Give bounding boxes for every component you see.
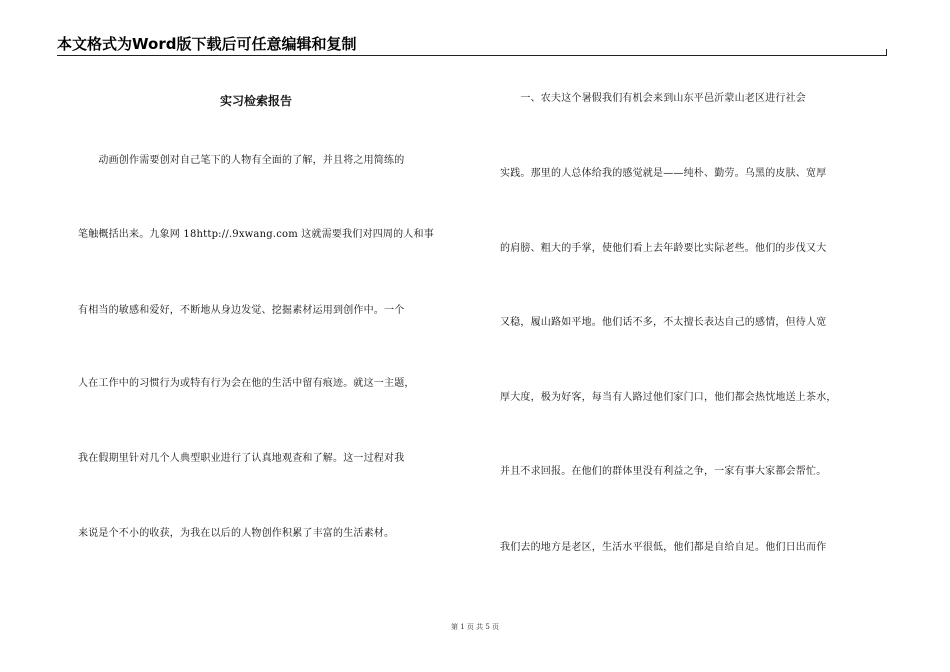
text-line: 我们去的地方是老区，生活水平很低，他们都是自给自足。他们日出而作: [500, 542, 827, 553]
text-line: 并且不求回报。在他们的群体里没有利益之争，一家有事大家都会帮忙。: [500, 466, 827, 477]
text-line: 有相当的敏感和爱好，不断地从身边发觉、挖掘素材运用到创作中。一个: [78, 305, 405, 316]
text-line: 的肩膀、粗大的手掌，使他们看上去年龄要比实际老些。他们的步伐又大: [500, 243, 827, 254]
text-line: 一、农夫这个暑假我们有机会来到山东平邑沂蒙山老区进行社会: [500, 93, 806, 104]
text-line: 我在假期里针对几个人典型职业进行了认真地观查和了解。这一过程对我: [78, 453, 405, 464]
text-line: 又稳，履山路如平地。他们话不多，不太擅长表达自己的感情，但待人宽: [500, 317, 827, 328]
text-line: 动画创作需要创对自己笔下的人物有全面的了解，并且将之用简练的: [78, 155, 405, 166]
text-line: 来说是个不小的收获，为我在以后的人物创作积累了丰富的生活素材。: [78, 528, 395, 539]
text-line: 笔触概括出来。九象网 18http://.9xwang.com 这就需要我们对四周的人和事: [78, 229, 434, 240]
document-title: 实习检索报告: [220, 94, 293, 108]
text-line: 人在工作中的习惯行为或特有行为会在他的生活中留有痕迹。就这一主题，: [78, 378, 415, 389]
text-line: 厚大度，极为好客，每当有人路过他们家门口，他们都会热忱地送上茶水，: [500, 392, 837, 403]
header-corner-mark: [886, 49, 887, 55]
text-line: 实践。那里的人总体给我的感觉就是——纯朴、勤劳。乌黑的皮肤、宽厚: [500, 168, 827, 179]
page-header-title: 本文格式为Word版下载后可任意编辑和复制: [57, 35, 357, 53]
header-divider: [57, 55, 887, 56]
page-number: 第 1 页 共 5 页: [450, 623, 500, 631]
